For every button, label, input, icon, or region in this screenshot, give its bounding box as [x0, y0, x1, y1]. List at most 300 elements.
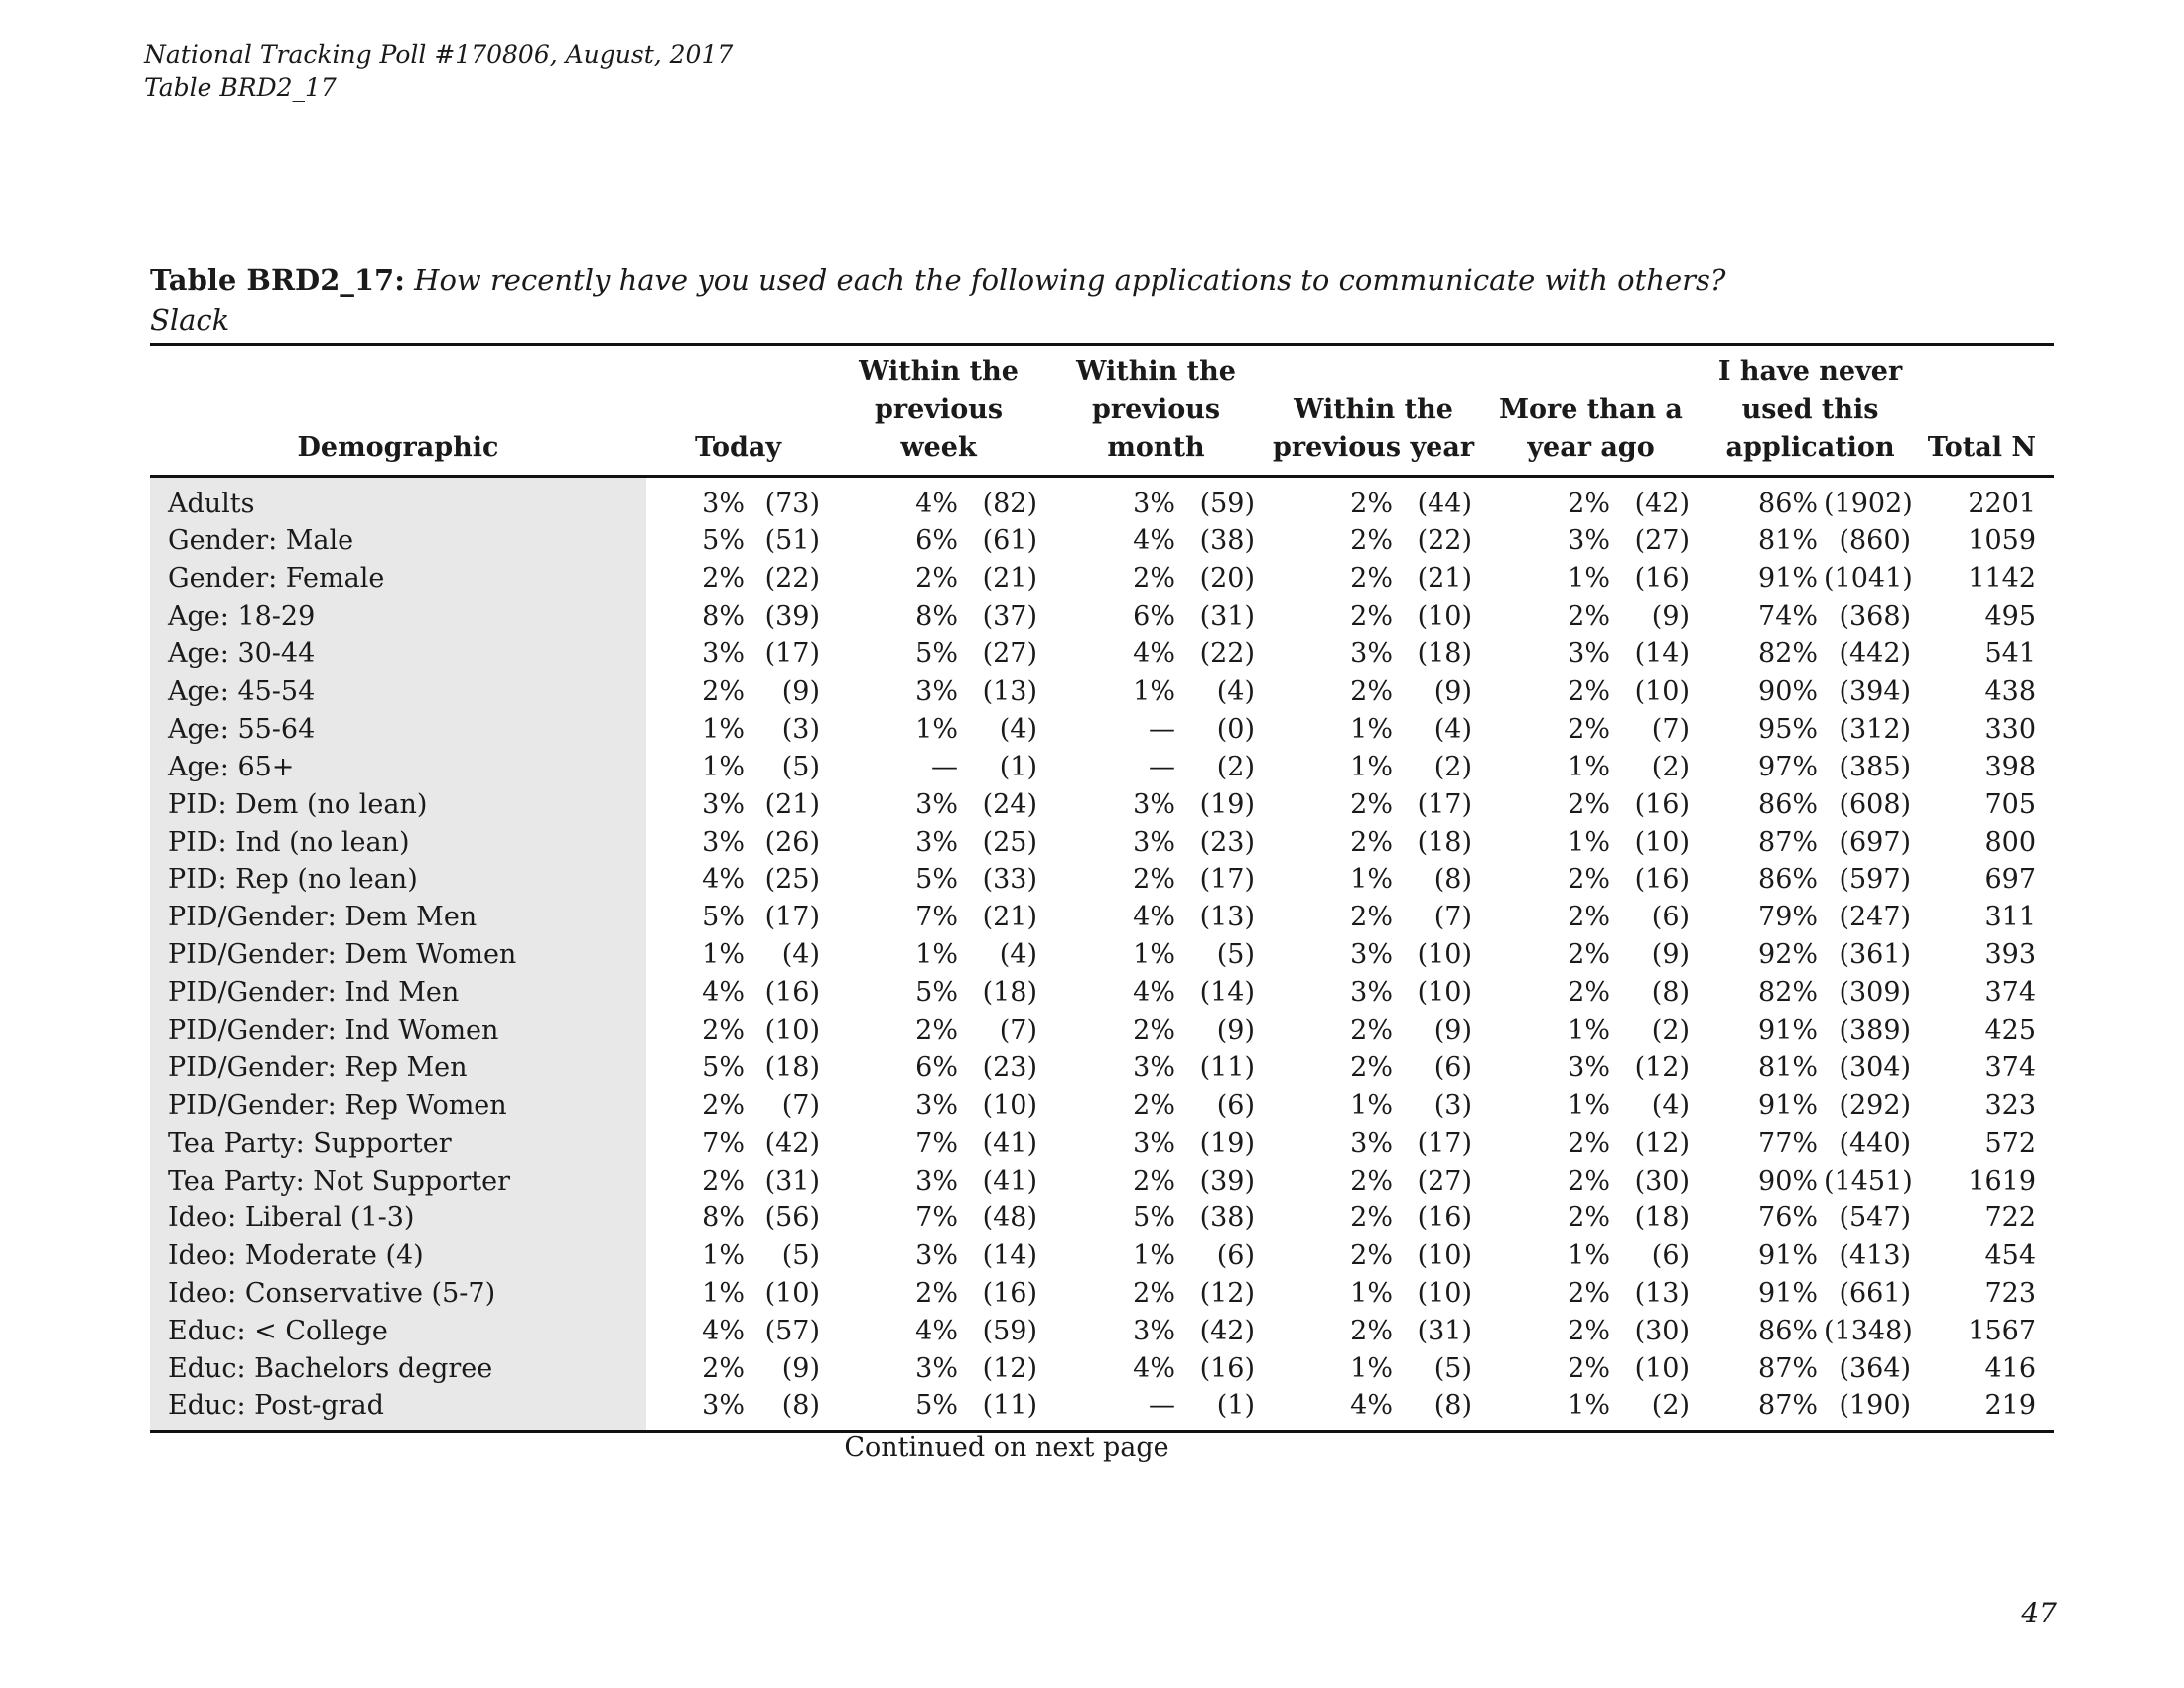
percent-cell: — — [1149, 751, 1176, 782]
count-cell: (860) — [1839, 525, 1912, 557]
count-cell: (661) — [1839, 1278, 1912, 1310]
count-cell: (697) — [1839, 826, 1912, 858]
count-cell: (10) — [1634, 826, 1691, 858]
count-cell: (440) — [1839, 1127, 1912, 1159]
percent-cell: 1% — [1568, 563, 1611, 595]
percent-cell: 1% — [1133, 1240, 1176, 1272]
table-row — [150, 1086, 2054, 1124]
table-row — [150, 710, 2054, 748]
percent-cell: 3% — [702, 826, 745, 858]
total-n-cell: 800 — [1984, 826, 2037, 858]
count-cell: (5) — [781, 1240, 821, 1272]
total-n-cell: 541 — [1984, 638, 2037, 670]
count-cell: (16) — [1634, 563, 1691, 595]
percent-cell: 3% — [702, 788, 745, 820]
count-cell: (368) — [1839, 601, 1912, 633]
percent-cell: 1% — [1350, 1089, 1394, 1121]
count-cell: (16) — [982, 1278, 1038, 1310]
total-n-cell: 219 — [1984, 1390, 2037, 1422]
count-cell: (18) — [764, 1052, 821, 1083]
count-cell: (5) — [781, 751, 821, 782]
count-cell: (13) — [1634, 1278, 1691, 1310]
count-cell: (10) — [982, 1089, 1038, 1121]
percent-cell: 1% — [1350, 1278, 1394, 1310]
percent-cell: 2% — [1350, 1165, 1394, 1196]
table-row — [150, 1313, 2054, 1350]
percent-cell: 7% — [915, 1127, 959, 1159]
total-n-cell: 398 — [1984, 751, 2037, 782]
table-row — [150, 861, 2054, 899]
percent-cell: 92% — [1758, 939, 1819, 971]
count-cell: (17) — [764, 902, 821, 933]
table-row — [150, 1350, 2054, 1388]
count-cell: (22) — [764, 563, 821, 595]
count-cell: (30) — [1634, 1316, 1691, 1347]
total-n-cell: 1567 — [1968, 1316, 2037, 1347]
count-cell: (6) — [1433, 1052, 1473, 1083]
total-n-cell: 454 — [1984, 1240, 2037, 1272]
percent-cell: 2% — [1350, 1240, 1394, 1272]
percent-cell: 2% — [1350, 601, 1394, 633]
table-row — [150, 974, 2054, 1012]
count-cell: (18) — [1634, 1202, 1691, 1234]
demographic-label: PID/Gender: Dem Women — [150, 936, 646, 974]
percent-cell: 87% — [1758, 1353, 1819, 1385]
percent-cell: 1% — [1568, 1390, 1611, 1422]
count-cell: (20) — [1199, 563, 1256, 595]
count-cell: (59) — [1199, 489, 1256, 519]
table-row — [150, 1237, 2054, 1275]
percent-cell: 91% — [1758, 1278, 1819, 1310]
count-cell: (442) — [1839, 638, 1912, 670]
demographic-label: Educ: Post-grad — [150, 1387, 646, 1432]
percent-cell: 2% — [702, 563, 745, 595]
percent-cell: 77% — [1758, 1127, 1819, 1159]
percent-cell: 5% — [915, 1390, 959, 1422]
demographic-label: Tea Party: Supporter — [150, 1124, 646, 1162]
count-cell: (190) — [1839, 1390, 1912, 1422]
count-cell: (6) — [1216, 1240, 1256, 1272]
percent-cell: 7% — [702, 1127, 745, 1159]
demographic-label: Ideo: Moderate (4) — [150, 1237, 646, 1275]
percent-cell: 1% — [1350, 713, 1394, 745]
percent-cell: 1% — [1133, 676, 1176, 707]
count-cell: (14) — [1199, 977, 1256, 1009]
count-cell: (21) — [982, 902, 1038, 933]
count-cell: (31) — [1417, 1316, 1473, 1347]
count-cell: (547) — [1839, 1202, 1912, 1234]
total-n-cell: 425 — [1984, 1015, 2037, 1047]
percent-cell: 1% — [915, 713, 959, 745]
total-n-cell: 722 — [1984, 1202, 2037, 1234]
percent-cell: 2% — [702, 1353, 745, 1385]
percent-cell: 7% — [915, 1202, 959, 1234]
count-cell: (309) — [1839, 977, 1912, 1009]
percent-cell: 2% — [1568, 1165, 1611, 1196]
count-cell: (17) — [1199, 864, 1256, 896]
count-cell: (304) — [1839, 1052, 1912, 1083]
percent-cell: 2% — [1568, 1127, 1611, 1159]
percent-cell: 4% — [1350, 1390, 1394, 1422]
count-cell: (292) — [1839, 1089, 1912, 1121]
percent-cell: 2% — [1350, 563, 1394, 595]
total-n-cell: 1619 — [1968, 1165, 2037, 1196]
table-row — [150, 635, 2054, 673]
table-row — [150, 936, 2054, 974]
percent-cell: 1% — [915, 939, 959, 971]
count-cell: (57) — [764, 1316, 821, 1347]
count-cell: (4) — [1433, 713, 1473, 745]
count-cell: (19) — [1199, 788, 1256, 820]
percent-cell: 86% — [1758, 1316, 1819, 1347]
crosstab-table — [150, 343, 2054, 1433]
demographic-label: Ideo: Conservative (5-7) — [150, 1275, 646, 1313]
count-cell: (12) — [982, 1353, 1038, 1385]
percent-cell: 3% — [915, 1089, 959, 1121]
percent-cell: 2% — [702, 1089, 745, 1121]
percent-cell: 2% — [1568, 713, 1611, 745]
percent-cell: 5% — [702, 902, 745, 933]
count-cell: (12) — [1199, 1278, 1256, 1310]
total-n-cell: 495 — [1984, 601, 2037, 633]
percent-cell: 1% — [1350, 751, 1394, 782]
count-cell: (14) — [1634, 638, 1691, 670]
count-cell: (9) — [1433, 676, 1473, 707]
percent-cell: 4% — [702, 864, 745, 896]
percent-cell: 3% — [915, 676, 959, 707]
count-cell: (10) — [1417, 1240, 1473, 1272]
table-row — [150, 1124, 2054, 1162]
percent-cell: 3% — [702, 489, 745, 519]
percent-cell: 3% — [1133, 489, 1176, 519]
percent-cell: 91% — [1758, 563, 1819, 595]
percent-cell: 2% — [1568, 1202, 1611, 1234]
percent-cell: 4% — [1133, 902, 1176, 933]
percent-cell: 3% — [702, 1390, 745, 1422]
count-cell: (16) — [1417, 1202, 1473, 1234]
count-cell: (4) — [1216, 676, 1256, 707]
percent-cell: 3% — [1568, 1052, 1611, 1083]
percent-cell: 86% — [1758, 864, 1819, 896]
percent-cell: 4% — [915, 1316, 959, 1347]
count-cell: (37) — [982, 601, 1038, 633]
percent-cell: 86% — [1758, 788, 1819, 820]
count-cell: (597) — [1839, 864, 1912, 896]
percent-cell: 1% — [702, 751, 745, 782]
percent-cell: 1% — [702, 939, 745, 971]
table-title — [150, 260, 1725, 300]
total-n-cell: 374 — [1984, 977, 2037, 1009]
total-n-cell: 2201 — [1968, 489, 2037, 519]
percent-cell: 74% — [1758, 601, 1819, 633]
percent-cell: 2% — [702, 1165, 745, 1196]
count-cell: (8) — [1651, 977, 1691, 1009]
count-cell: (10) — [1417, 939, 1473, 971]
col-demographic: Demographic — [297, 432, 499, 463]
count-cell: (10) — [1634, 1353, 1691, 1385]
count-cell: (42) — [764, 1127, 821, 1159]
count-cell: (24) — [982, 788, 1038, 820]
total-n-cell: 705 — [1984, 788, 2037, 820]
table-subtitle: Slack — [150, 303, 230, 337]
count-cell: (2) — [1651, 1390, 1691, 1422]
count-cell: (27) — [1634, 525, 1691, 557]
count-cell: (6) — [1216, 1089, 1256, 1121]
percent-cell: 97% — [1758, 751, 1819, 782]
percent-cell: 3% — [915, 1353, 959, 1385]
count-cell: (6) — [1651, 902, 1691, 933]
table-row — [150, 1162, 2054, 1199]
percent-cell: 79% — [1758, 902, 1819, 933]
table-row — [150, 748, 2054, 785]
count-cell: (19) — [1199, 1127, 1256, 1159]
count-cell: (61) — [982, 525, 1038, 557]
count-cell: (7) — [999, 1015, 1038, 1047]
count-cell: (1041) — [1824, 563, 1913, 595]
count-cell: (10) — [1417, 1278, 1473, 1310]
count-cell: (16) — [1634, 788, 1691, 820]
percent-cell: 2% — [1568, 676, 1611, 707]
count-cell: (16) — [764, 977, 821, 1009]
count-cell: (31) — [764, 1165, 821, 1196]
percent-cell: 2% — [1350, 902, 1394, 933]
percent-cell: 1% — [702, 1240, 745, 1272]
percent-cell: 1% — [1568, 1240, 1611, 1272]
count-cell: (9) — [1651, 939, 1691, 971]
percent-cell: 91% — [1758, 1089, 1819, 1121]
percent-cell: — — [931, 751, 959, 782]
count-cell: (2) — [1651, 751, 1691, 782]
table-row — [150, 477, 2054, 523]
percent-cell: 2% — [1350, 1052, 1394, 1083]
percent-cell: 5% — [1133, 1202, 1176, 1234]
percent-cell: 4% — [1133, 977, 1176, 1009]
percent-cell: 82% — [1758, 977, 1819, 1009]
count-cell: (2) — [1433, 751, 1473, 782]
percent-cell: 5% — [915, 638, 959, 670]
percent-cell: 1% — [702, 1278, 745, 1310]
table-row — [150, 899, 2054, 936]
percent-cell: 2% — [1350, 826, 1394, 858]
percent-cell: 81% — [1758, 1052, 1819, 1083]
count-cell: (4) — [1651, 1089, 1691, 1121]
percent-cell: 2% — [1133, 1278, 1176, 1310]
percent-cell: 2% — [1350, 489, 1394, 519]
total-n-cell: 1059 — [1968, 525, 2037, 557]
percent-cell: 4% — [915, 489, 959, 519]
count-cell: (22) — [1199, 638, 1256, 670]
percent-cell: 2% — [1350, 1202, 1394, 1234]
count-cell: (39) — [764, 601, 821, 633]
count-cell: (18) — [1417, 826, 1473, 858]
table-row — [150, 823, 2054, 861]
percent-cell: 3% — [702, 638, 745, 670]
count-cell: (12) — [1634, 1127, 1691, 1159]
count-cell: (13) — [1199, 902, 1256, 933]
percent-cell: 4% — [1133, 638, 1176, 670]
demographic-label: PID/Gender: Ind Men — [150, 974, 646, 1012]
count-cell: (21) — [1417, 563, 1473, 595]
count-cell: (8) — [781, 1390, 821, 1422]
total-n-cell: 723 — [1984, 1278, 2037, 1310]
count-cell: (27) — [982, 638, 1038, 670]
percent-cell: 2% — [1350, 1316, 1394, 1347]
table-row — [150, 522, 2054, 560]
table-row — [150, 560, 2054, 598]
percent-cell: 3% — [1350, 638, 1394, 670]
percent-cell: 3% — [915, 1165, 959, 1196]
demographic-label: Educ: < College — [150, 1313, 646, 1350]
percent-cell: 1% — [1568, 1015, 1611, 1047]
poll-name: National Tracking Poll #170806, August, 2017 — [144, 40, 734, 69]
count-cell: (51) — [764, 525, 821, 557]
count-cell: (1) — [1216, 1390, 1256, 1422]
demographic-label: Ideo: Liberal (1-3) — [150, 1199, 646, 1237]
document-header — [144, 38, 733, 105]
col-total: Total N — [1927, 432, 2037, 463]
percent-cell: 91% — [1758, 1240, 1819, 1272]
percent-cell: 76% — [1758, 1202, 1819, 1234]
demographic-label: PID/Gender: Dem Men — [150, 899, 646, 936]
count-cell: (41) — [982, 1165, 1038, 1196]
count-cell: (44) — [1417, 489, 1473, 519]
col-year: Within the previous year — [1272, 394, 1475, 463]
percent-cell: 8% — [702, 601, 745, 633]
percent-cell: 4% — [1133, 1353, 1176, 1385]
total-n-cell: 311 — [1984, 902, 2037, 933]
count-cell: (247) — [1839, 902, 1912, 933]
percent-cell: 2% — [1350, 525, 1394, 557]
percent-cell: 1% — [1568, 1089, 1611, 1121]
percent-cell: 3% — [1568, 525, 1611, 557]
count-cell: (21) — [764, 788, 821, 820]
percent-cell: 2% — [1350, 788, 1394, 820]
percent-cell: 8% — [702, 1202, 745, 1234]
percent-cell: 6% — [915, 525, 959, 557]
count-cell: (39) — [1199, 1165, 1256, 1196]
count-cell: (41) — [982, 1127, 1038, 1159]
percent-cell: 5% — [702, 1052, 745, 1083]
table-row — [150, 1012, 2054, 1050]
percent-cell: 2% — [1133, 563, 1176, 595]
count-cell: (25) — [982, 826, 1038, 858]
table-row — [150, 598, 2054, 635]
count-cell: (4) — [999, 713, 1038, 745]
percent-cell: 1% — [1350, 1353, 1394, 1385]
count-cell: (17) — [1417, 1127, 1473, 1159]
count-cell: (27) — [1417, 1165, 1473, 1196]
count-cell: (3) — [1433, 1089, 1473, 1121]
count-cell: (14) — [982, 1240, 1038, 1272]
count-cell: (23) — [982, 1052, 1038, 1083]
demographic-label: Age: 45-54 — [150, 673, 646, 711]
table-title-label: Table BRD2_17: — [150, 263, 405, 297]
count-cell: (5) — [1433, 1353, 1473, 1385]
col-more-than-year: More than a year ago — [1499, 394, 1683, 463]
percent-cell: 4% — [702, 977, 745, 1009]
count-cell: (12) — [1634, 1052, 1691, 1083]
count-cell: (33) — [982, 864, 1038, 896]
percent-cell: 5% — [702, 525, 745, 557]
col-week: Within the previous week — [859, 356, 1019, 463]
count-cell: (17) — [1417, 788, 1473, 820]
page-number: 47 — [2021, 1597, 2057, 1629]
count-cell: (1348) — [1824, 1316, 1913, 1347]
percent-cell: 2% — [1568, 489, 1611, 519]
percent-cell: 2% — [702, 676, 745, 707]
count-cell: (1451) — [1824, 1165, 1913, 1196]
percent-cell: 1% — [1568, 826, 1611, 858]
demographic-label: Gender: Female — [150, 560, 646, 598]
table-row — [150, 1387, 2054, 1432]
percent-cell: 2% — [915, 563, 959, 595]
count-cell: (10) — [764, 1015, 821, 1047]
count-cell: (9) — [781, 1353, 821, 1385]
percent-cell: 7% — [915, 902, 959, 933]
percent-cell: 2% — [1133, 864, 1176, 896]
percent-cell: 6% — [915, 1052, 959, 1083]
count-cell: (9) — [1433, 1015, 1473, 1047]
percent-cell: 2% — [1568, 939, 1611, 971]
count-cell: (6) — [1651, 1240, 1691, 1272]
count-cell: (3) — [781, 713, 821, 745]
percent-cell: 2% — [1133, 1089, 1176, 1121]
demographic-label: PID: Rep (no lean) — [150, 861, 646, 899]
percent-cell: 90% — [1758, 676, 1819, 707]
percent-cell: 1% — [1350, 864, 1394, 896]
count-cell: (9) — [1216, 1015, 1256, 1047]
percent-cell: 82% — [1758, 638, 1819, 670]
total-n-cell: 438 — [1984, 676, 2037, 707]
count-cell: (23) — [1199, 826, 1256, 858]
count-cell: (16) — [1634, 864, 1691, 896]
count-cell: (10) — [1417, 977, 1473, 1009]
count-cell: (10) — [1417, 601, 1473, 633]
percent-cell: 87% — [1758, 1390, 1819, 1422]
total-n-cell: 1142 — [1968, 563, 2037, 595]
percent-cell: 3% — [915, 826, 959, 858]
count-cell: (21) — [982, 563, 1038, 595]
percent-cell: 1% — [702, 713, 745, 745]
total-n-cell: 572 — [1984, 1127, 2037, 1159]
count-cell: (16) — [1199, 1353, 1256, 1385]
demographic-label: Educ: Bachelors degree — [150, 1350, 646, 1388]
count-cell: (38) — [1199, 525, 1256, 557]
count-cell: (5) — [1216, 939, 1256, 971]
count-cell: (42) — [1199, 1316, 1256, 1347]
count-cell: (2) — [1216, 751, 1256, 782]
percent-cell: 3% — [1568, 638, 1611, 670]
demographic-label: PID/Gender: Rep Women — [150, 1086, 646, 1124]
count-cell: (17) — [764, 638, 821, 670]
percent-cell: 1% — [1568, 751, 1611, 782]
count-cell: (8) — [1433, 864, 1473, 896]
percent-cell: 2% — [1568, 977, 1611, 1009]
header-row — [150, 345, 2054, 477]
percent-cell: 95% — [1758, 713, 1819, 745]
count-cell: (1902) — [1824, 489, 1913, 519]
demographic-label: Adults — [150, 477, 646, 523]
count-cell: (364) — [1839, 1353, 1912, 1385]
count-cell: (10) — [764, 1278, 821, 1310]
percent-cell: 3% — [1133, 1052, 1176, 1083]
count-cell: (56) — [764, 1202, 821, 1234]
demographic-label: PID: Ind (no lean) — [150, 823, 646, 861]
count-cell: (11) — [982, 1390, 1038, 1422]
demographic-label: PID/Gender: Rep Men — [150, 1049, 646, 1086]
percent-cell: 3% — [915, 788, 959, 820]
percent-cell: 3% — [1350, 939, 1394, 971]
